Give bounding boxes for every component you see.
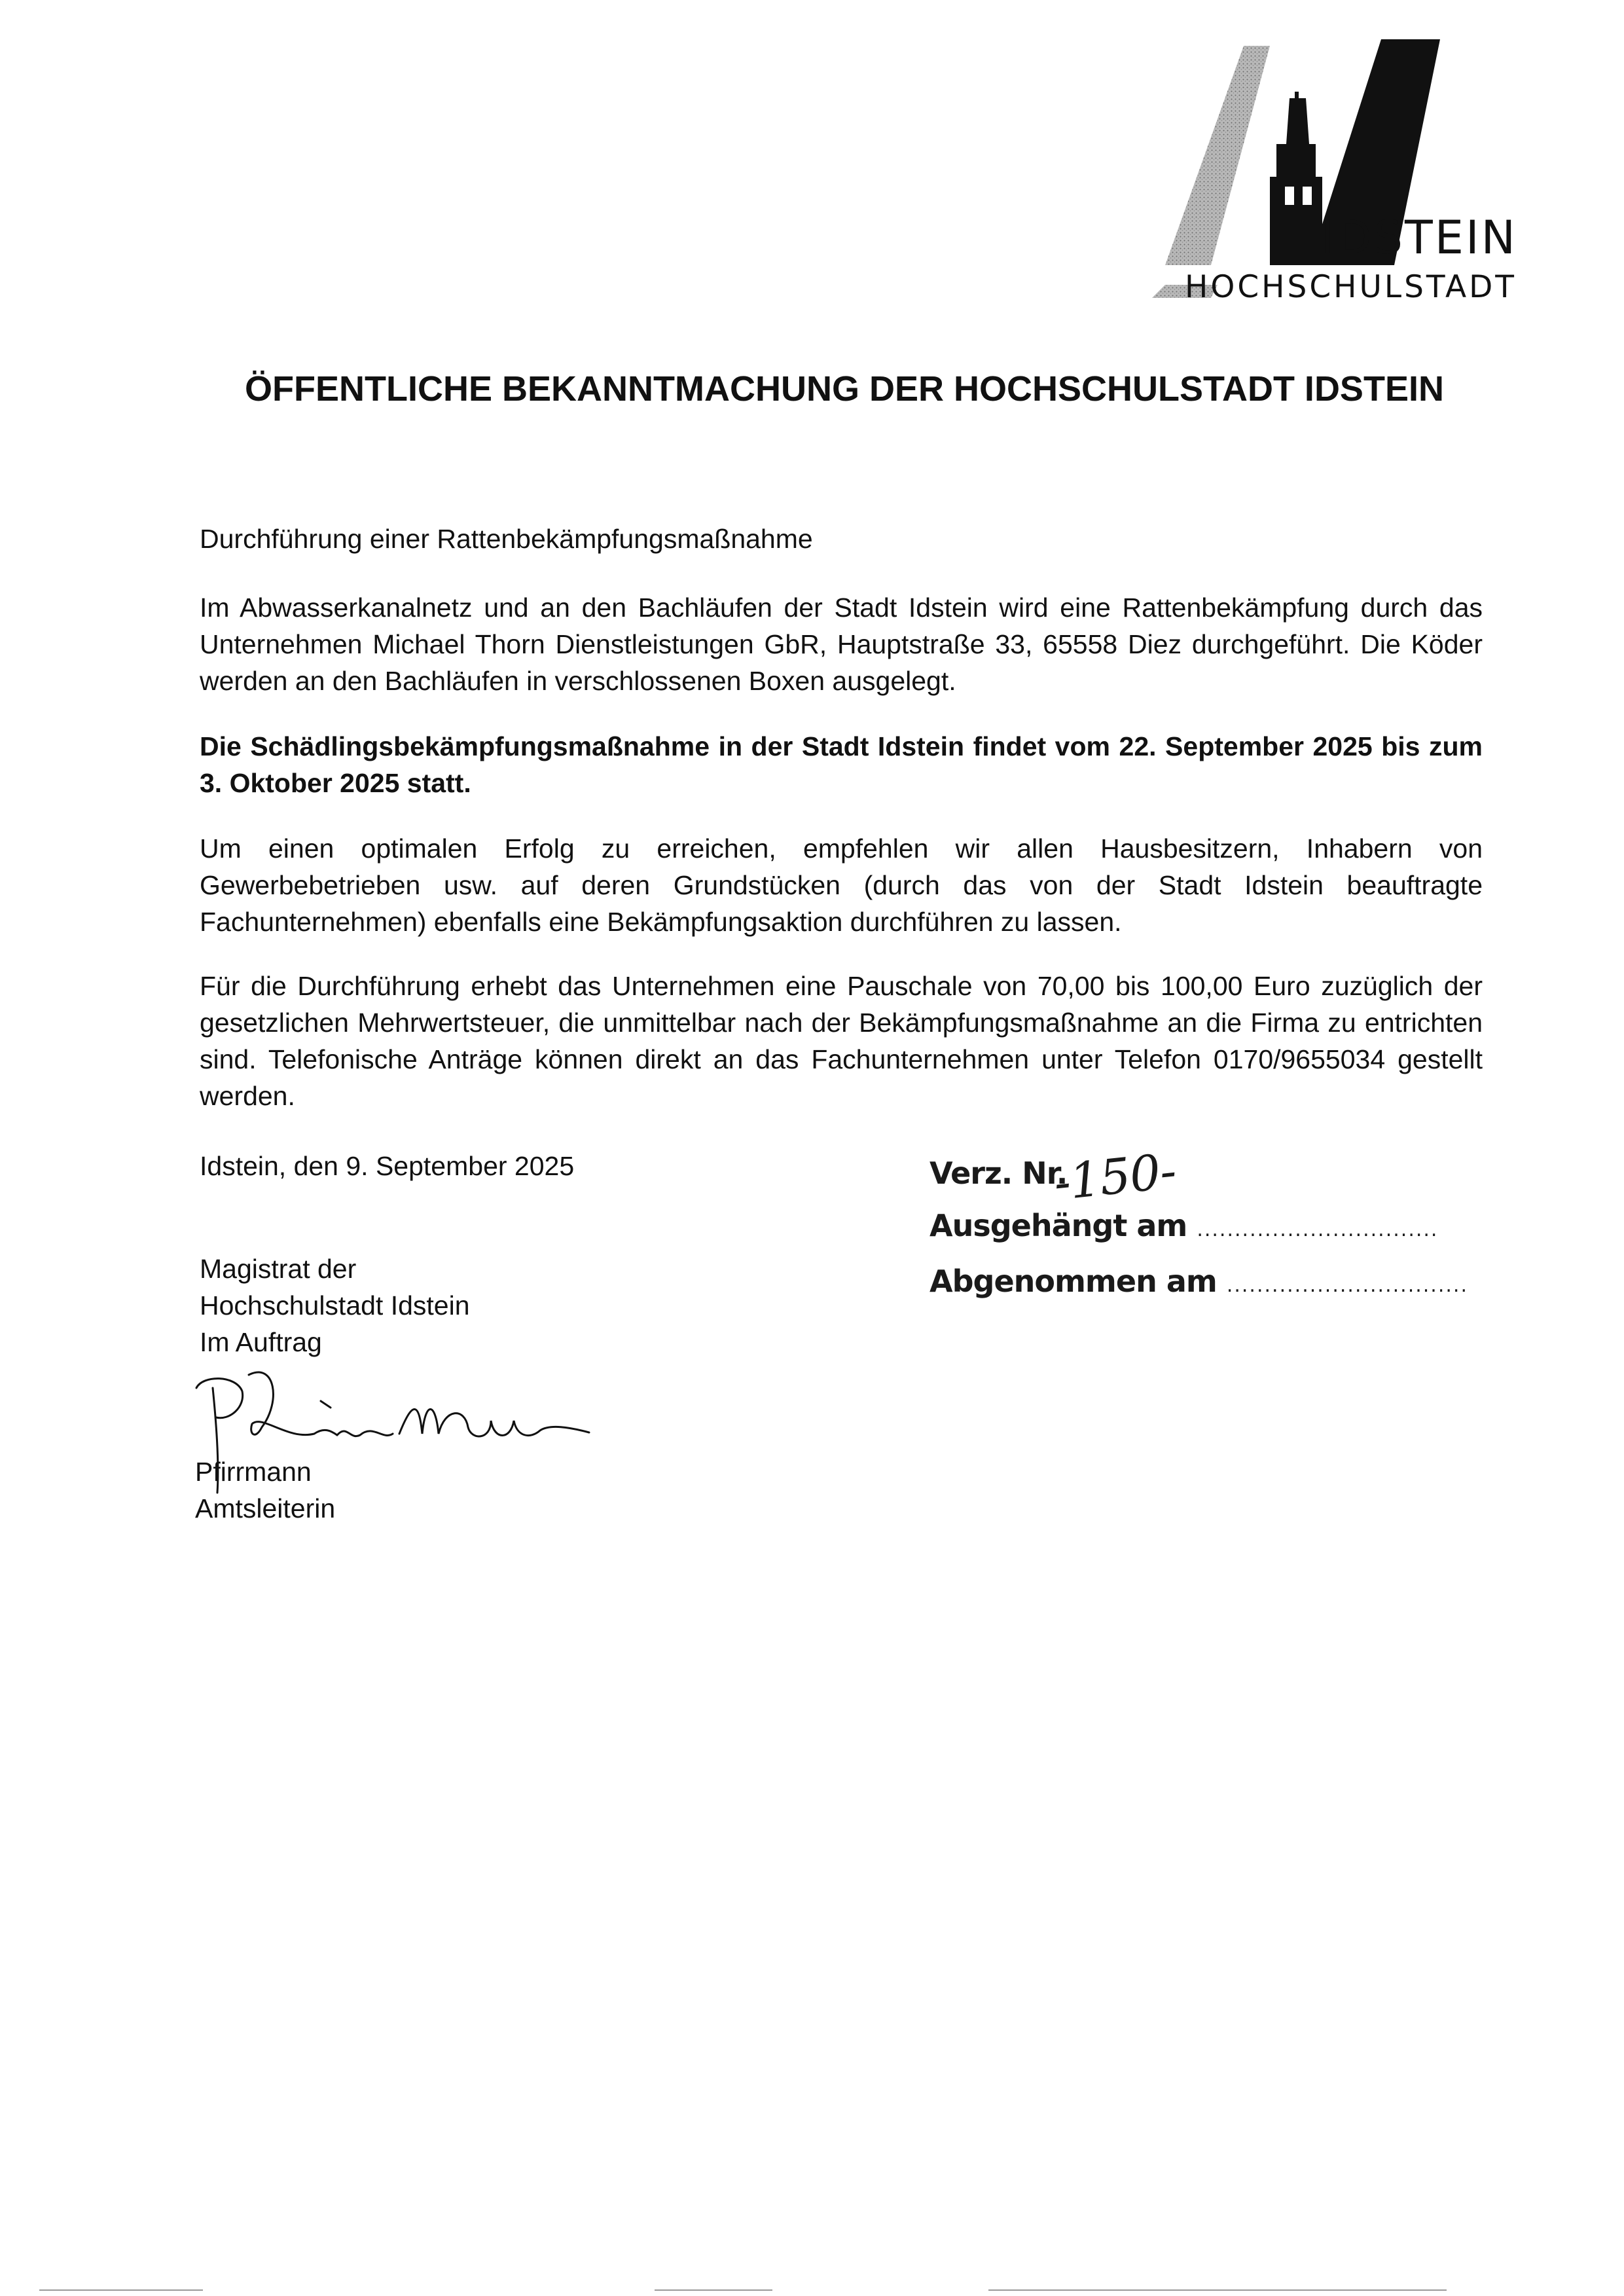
logo-subtitle: HOCHSCHULSTADT: [1185, 269, 1517, 305]
sign-line-magistrat: Magistrat der: [200, 1254, 357, 1284]
posting-stamp: [929, 1126, 1492, 1322]
page-title: ÖFFENTLICHE BEKANNTMACHUNG DER HOCHSCHULSTADT IDSTEIN: [245, 369, 1444, 409]
sign-line-mandate: Im Auftrag: [200, 1327, 322, 1357]
stamp-abgenommen-row: [929, 1264, 1468, 1299]
date-line: Idstein, den 9. September 2025: [200, 1151, 575, 1181]
paragraph-intro: Im Abwasserkanalnetz und an den Bachläufen der Stadt Idstein wird eine Rattenbekämpfung durch das Unternehmen Michael Thorn Dienstleistungen GbR, Hauptstraße 33, 65558 Diez durchgeführt. Die Köder werden an den Bachläufen in verschlossenen Boxen ausgelegt.: [200, 592, 1483, 696]
signer-block: [195, 1453, 335, 1527]
city-logo: [1113, 39, 1517, 314]
signer-name: Pfirrmann: [195, 1457, 312, 1487]
logo-name: IDSTEIN: [1321, 211, 1517, 264]
signature-block: [200, 1250, 470, 1360]
scan-artifact: [655, 2289, 772, 2291]
sign-line-city: Hochschulstadt Idstein: [200, 1290, 470, 1321]
stamp-verz-label: Verz. Nr.: [929, 1156, 1068, 1191]
stamp-ausgehaengt-label: Ausgehängt am: [929, 1208, 1187, 1243]
stamp-abgenommen-dots: ................................: [1226, 1274, 1468, 1297]
paragraph-dates: Die Schädlingsbekämpfungsmaßnahme in der Stadt Idstein findet vom 22. September 2025 bis zum 3. Oktober 2025 statt.: [200, 731, 1483, 798]
scan-artifact: [988, 2289, 1447, 2291]
signer-role: Amtsleiterin: [195, 1493, 336, 1523]
subject-line: Durchführung einer Rattenbekämpfungsmaßnahme: [200, 524, 813, 554]
paragraph-recommendation: Um einen optimalen Erfolg zu erreichen, empfehlen wir allen Hausbesitzern, Inhabern von Gewerbebetrieben usw. auf deren Grundstücken (durch das von der Stadt Idstein beauftragte Fachunternehmen) ebenfalls eine Bekämpfungsaktion durchführen zu lassen.: [200, 833, 1483, 937]
stamp-verz-row: [929, 1142, 1179, 1212]
stamp-ausgehaengt-dots: ................................: [1197, 1218, 1439, 1241]
stamp-abgenommen-label: Abgenommen am: [929, 1264, 1217, 1299]
stamp-ausgehaengt-row: [929, 1208, 1438, 1243]
scan-artifact: [39, 2289, 203, 2291]
paragraph-costs: Für die Durchführung erhebt das Unternehmen eine Pauschale von 70,00 bis 100,00 Euro zuzüglich der gesetzlichen Mehrwertsteuer, die unmittelbar nach der Bekämpfungsmaßnahme an die Firma zu entrichten sind. Telefonische Anträge können direkt an das Fachunternehmen unter Telefon 0170/9655034 gestellt werden.: [200, 971, 1483, 1111]
stamp-verz-number: -150-: [1051, 1142, 1179, 1212]
